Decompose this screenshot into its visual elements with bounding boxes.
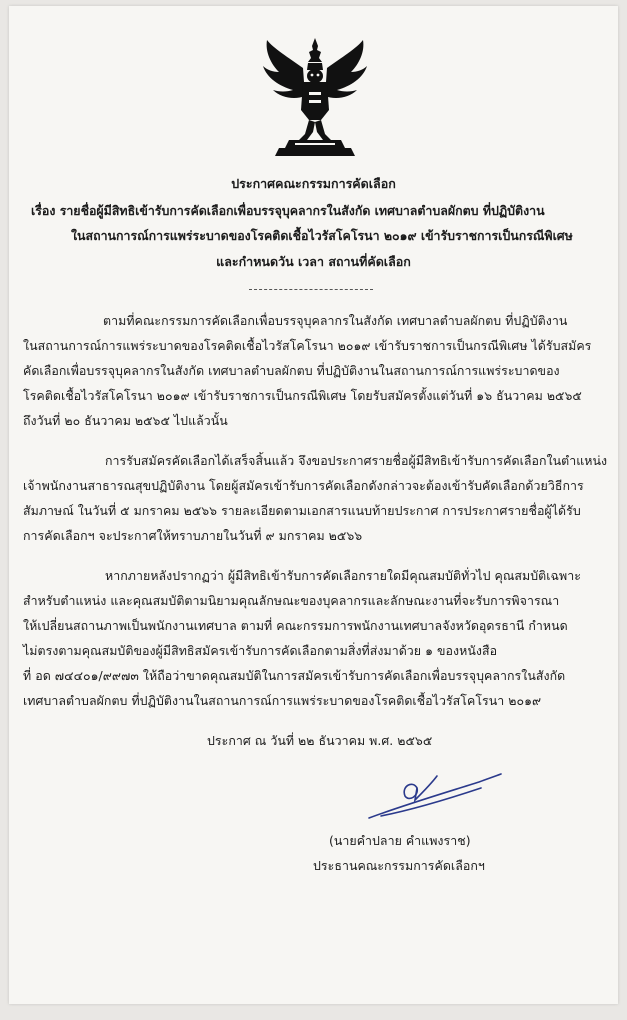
announced-date: ประกาศ ณ วันที่ ๒๒ ธันวาคม พ.ศ. ๒๕๖๕ [207, 733, 433, 748]
handwritten-signature [361, 766, 511, 828]
paragraph1-line: ถึงวันที่ ๒๐ ธันวาคม ๒๕๖๕ ไปแล้วนั้น [23, 413, 228, 428]
paragraph1-line: ตามที่คณะกรรมการคัดเลือกเพื่อบรรจุบุคลากรในสังกัด เทศบาลตำบลผักตบ ที่ปฏิบัติงาน [103, 313, 568, 328]
garuda-emblem-icon [259, 36, 371, 160]
paragraph2-line: เจ้าพนักงานสาธารณสุขปฏิบัติงาน โดยผู้สมัครเข้ารับการคัดเลือกดังกล่าวจะต้องเข้ารับคัดเลือกด้วยวิธีการ [23, 478, 584, 493]
paragraph1-line: ในสถานการณ์การแพร่ระบาดของโรคติดเชื้อไวรัสโคโรนา ๒๐๑๙ เข้ารับราชการเป็นกรณีพิเศษ ได้รับสมัคร [23, 338, 592, 353]
announcement-heading: ประกาศคณะกรรมการคัดเลือก [231, 176, 396, 191]
paragraph3-line: เทศบาลตำบลผักตบ ที่ปฏิบัติงานในสถานการณ์การแพร่ระบาดของโรคติดเชื้อไวรัสโคโรนา ๒๐๑๙ [23, 693, 542, 708]
subject-line-1: เรื่อง รายชื่อผู้มีสิทธิเข้ารับการคัดเลือกเพื่อบรรจุบุคลากรในสังกัด เทศบาลตำบลผักตบ ที่ปฏิบัติงาน [31, 203, 545, 218]
announcement-page [9, 6, 618, 1004]
paragraph1-line: คัดเลือกเพื่อบรรจุบุคลากรในสังกัด เทศบาลตำบลผักตบ ที่ปฏิบัติงานในสถานการณ์การแพร่ระบาดของ [23, 363, 560, 378]
paragraph2-line: การคัดเลือกฯ จะประกาศให้ทราบภายในวันที่ ๙ มกราคม ๒๕๖๖ [23, 528, 363, 543]
heading-divider [249, 289, 373, 290]
paragraph3-line: หากภายหลังปรากฏว่า ผู้มีสิทธิเข้ารับการคัดเลือกรายใดมีคุณสมบัติทั่วไป คุณสมบัติเฉพาะ [105, 568, 581, 583]
signer-name: (นายคำปลาย คำแพงราช) [329, 833, 471, 848]
paragraph3-line: สำหรับตำแหน่ง และคุณสมบัติตามนิยามคุณลักษณะของบุคลากรและลักษณะงานที่จะรับการพิจารณา [23, 593, 560, 608]
paragraph3-line: ไม่ตรงตามคุณสมบัติของผู้มีสิทธิสมัครเข้ารับการคัดเลือกตามสิ่งที่ส่งมาด้วย ๑ ของหนังสือ [23, 643, 498, 658]
paragraph3-line: ให้เปลี่ยนสถานภาพเป็นพนักงานเทศบาล ตามที่ คณะกรรมการพนักงานเทศบาลจังหวัดอุดรธานี กำหนด [23, 618, 568, 633]
signer-title: ประธานคณะกรรมการคัดเลือกฯ [313, 858, 485, 873]
paragraph2-line: สัมภาษณ์ ในวันที่ ๕ มกราคม ๒๕๖๖ รายละเอียดตามเอกสารแนบท้ายประกาศ การประกาศรายชื่อผู้ได้รับ [23, 503, 581, 518]
subject-line-3: และกำหนดวัน เวลา สถานที่คัดเลือก [216, 254, 411, 269]
subject-line-2: ในสถานการณ์การแพร่ระบาดของโรคติดเชื้อไวรัสโคโรนา ๒๐๑๙ เข้ารับราชการเป็นกรณีพิเศษ [71, 228, 573, 243]
paragraph1-line: โรคติดเชื้อไวรัสโคโรนา ๒๐๑๙ เข้ารับราชการเป็นกรณีพิเศษ โดยรับสมัครตั้งแต่วันที่ ๑๖ ธันวาคม ๒๕๖๕ [23, 388, 582, 403]
paragraph2-line: การรับสมัครคัดเลือกได้เสร็จสิ้นแล้ว จึงขอประกาศรายชื่อผู้มีสิทธิเข้ารับการคัดเลือกในตำแหน่ง [105, 453, 608, 468]
paragraph3-line: ที่ อด ๗๔๔๐๑/๙๙๗๓ ให้ถือว่าขาดคุณสมบัติในการสมัครเข้ารับการคัดเลือกเพื่อบรรจุบุคลากรในสังกัด [23, 668, 566, 683]
